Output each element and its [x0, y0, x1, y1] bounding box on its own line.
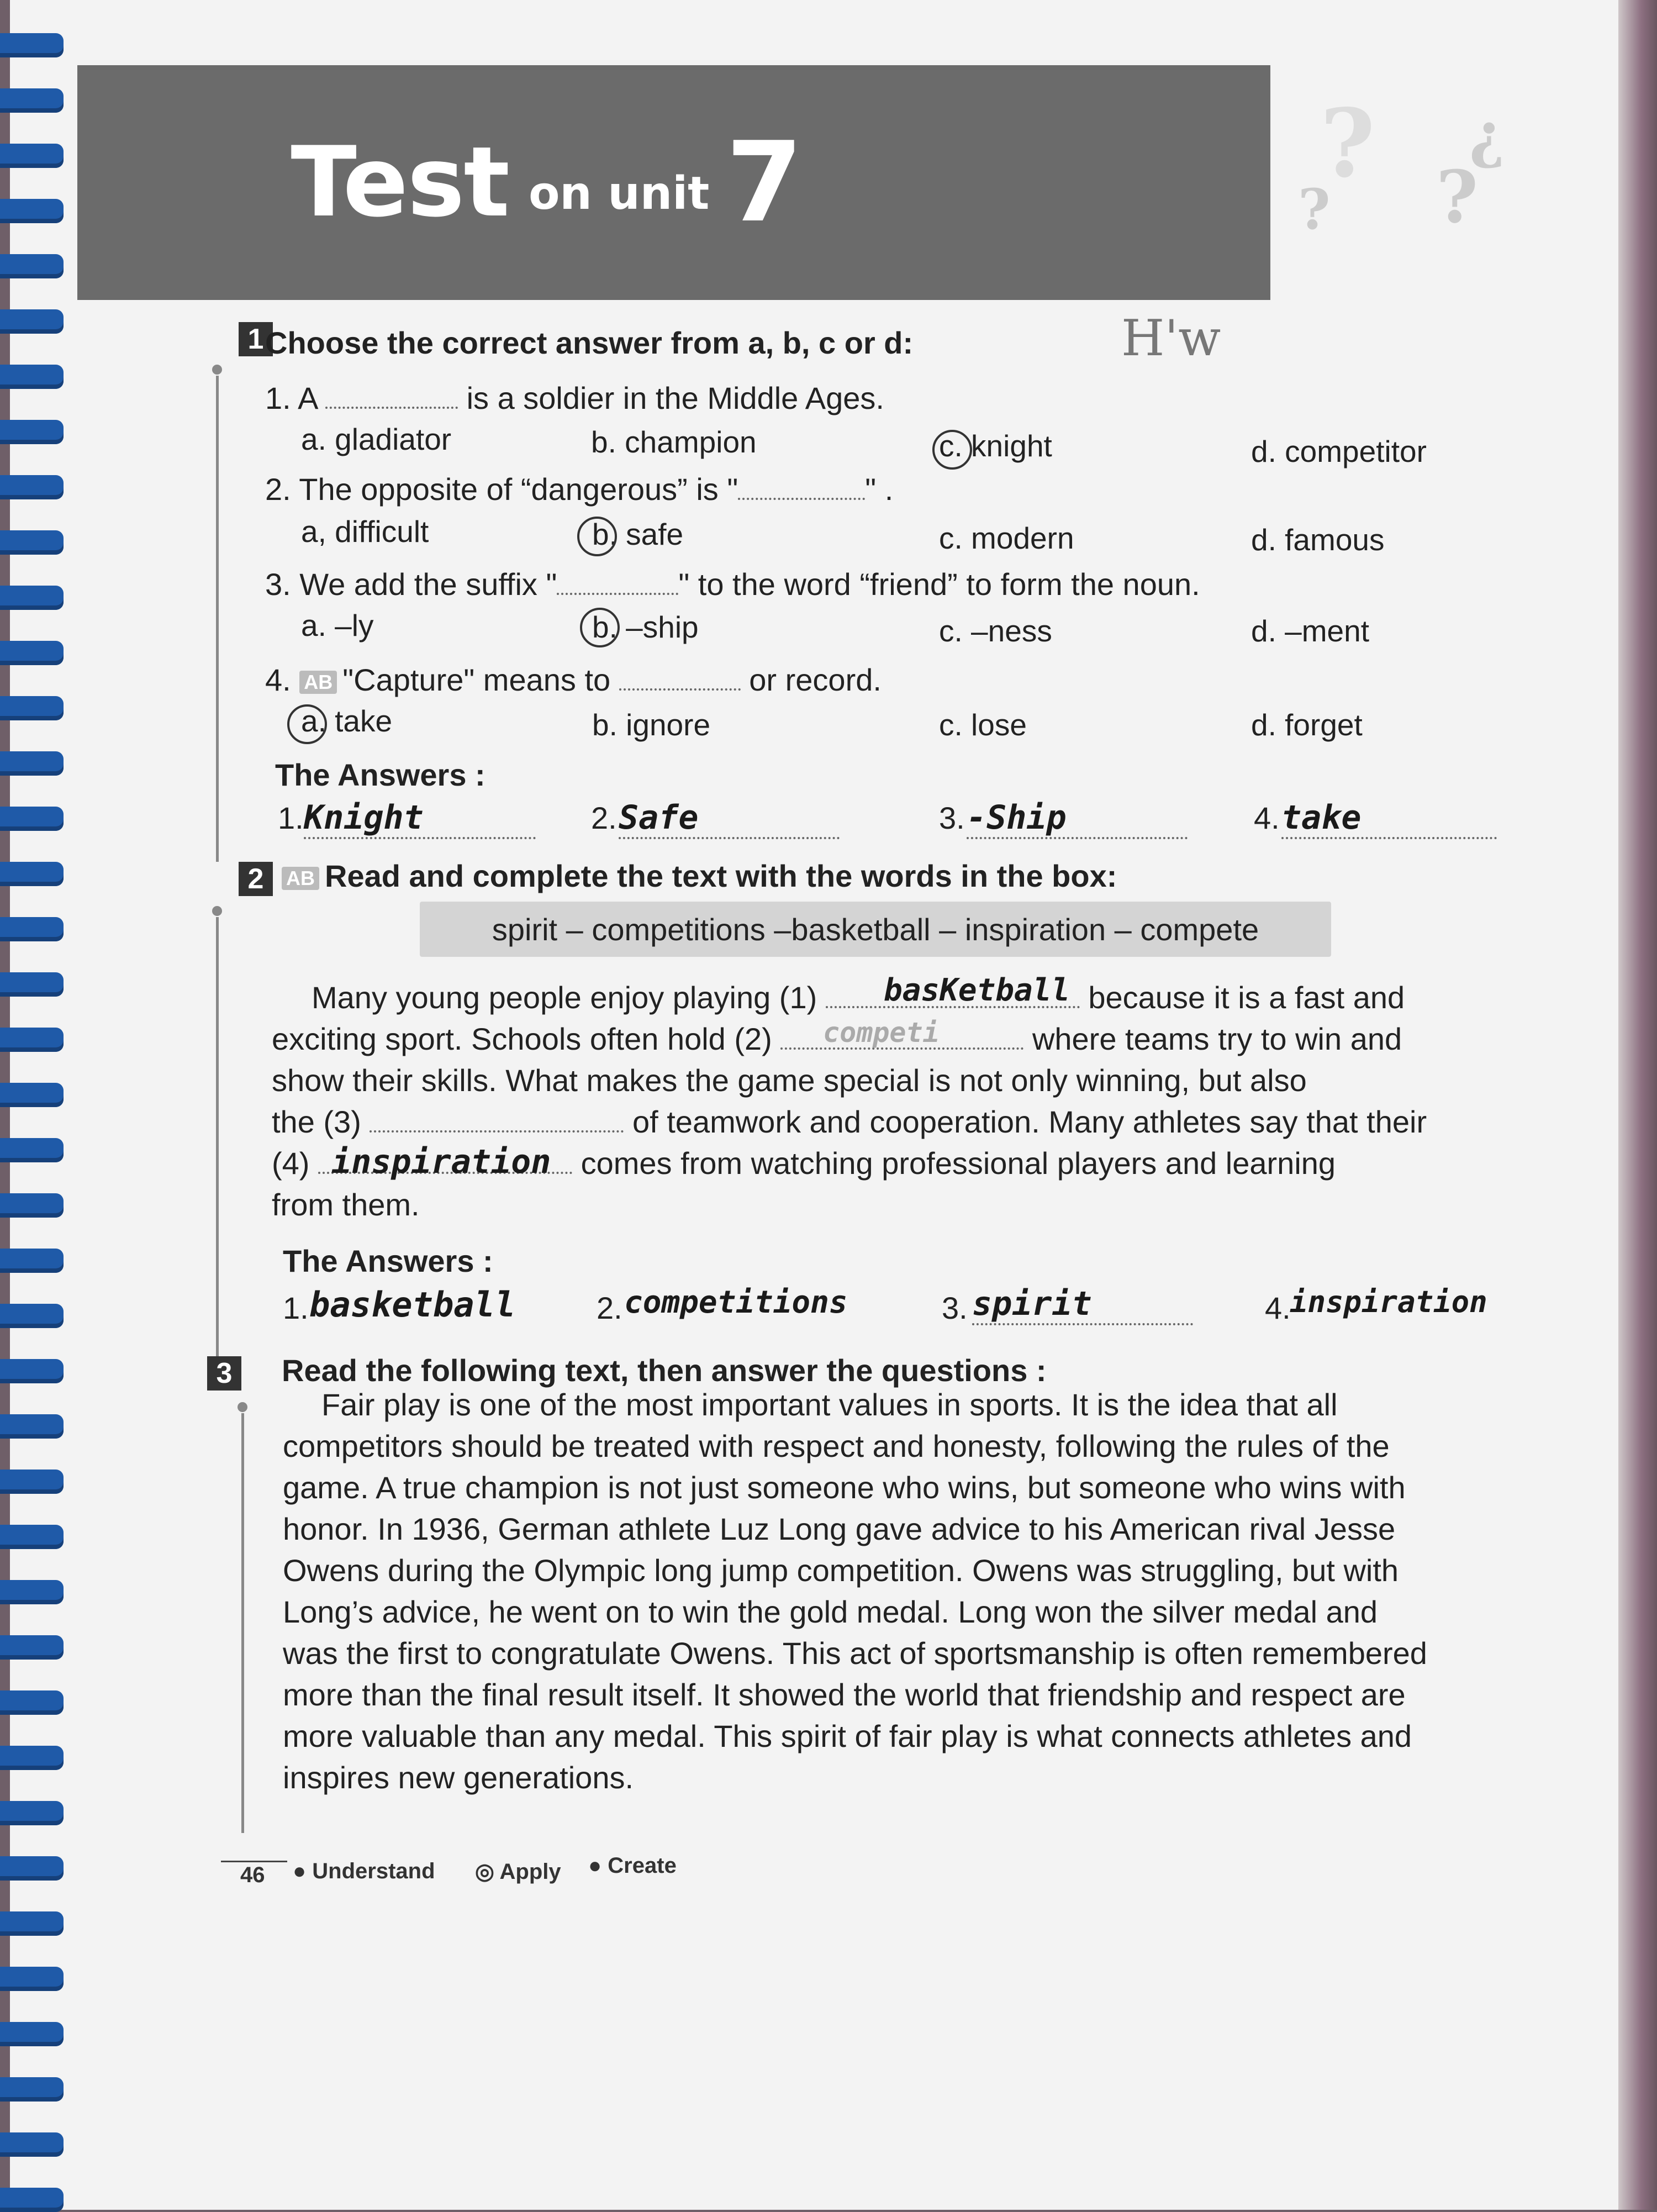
q3-option-a[interactable]: a. –ly	[301, 608, 374, 642]
question-3-stem	[265, 566, 1200, 602]
question-mark-icon: ?	[1298, 177, 1331, 242]
section-2-dot	[212, 906, 222, 916]
passage-line: more than the final result itself. It showed the world that friendship and respect are	[283, 1677, 1406, 1712]
q3-answer-circle	[580, 608, 620, 647]
background-fabric	[1618, 0, 1657, 2210]
section-2-answer-3[interactable]: spirit	[972, 1284, 1193, 1325]
section-1-answer-1-number: 1.	[278, 800, 304, 835]
binding-ring	[0, 530, 64, 555]
section-3-number: 3	[207, 1356, 241, 1391]
binding-ring	[0, 972, 64, 997]
binding-ring	[0, 2188, 64, 2212]
section-2-answer-2[interactable]: competitions	[624, 1284, 848, 1320]
q1-option-c[interactable]: c. knight	[939, 429, 1052, 463]
handwritten-note: H'w	[1121, 309, 1221, 367]
question-2-stem	[265, 471, 893, 507]
paragraph-text: of teamwork and cooperation. Many athletes say that their	[632, 1104, 1427, 1139]
binding-ring	[0, 1690, 64, 1715]
page-title	[0, 65, 1143, 300]
paragraph-line	[272, 977, 1427, 1018]
section-1-answer-2[interactable]: Safe	[619, 798, 840, 839]
binding-ring	[0, 696, 64, 720]
q1-option-b[interactable]: b. champion	[591, 425, 757, 459]
question-mark-icon: ?	[1436, 155, 1479, 239]
binding-ring	[0, 1967, 64, 1991]
title-unit-label: on unit	[529, 167, 710, 220]
legend-create	[588, 1853, 677, 1878]
q4-option-a[interactable]: a. take	[301, 704, 393, 738]
section-2-number: 2	[239, 862, 273, 896]
binding-ring	[0, 2022, 64, 2046]
question-3-blank	[557, 593, 678, 595]
question-4-end: or record.	[749, 662, 882, 697]
question-4-stem	[265, 662, 882, 698]
binding-ring	[0, 1911, 64, 1936]
paragraph-text: exciting sport. Schools often hold (2)	[272, 1021, 772, 1056]
question-1-end: is a soldier in the Middle Ages.	[466, 381, 884, 415]
binding-ring	[0, 862, 64, 886]
section-1-dot	[212, 365, 222, 375]
section-1-answer-3[interactable]: -Ship	[967, 798, 1188, 839]
ab-badge-icon: AB	[299, 671, 337, 694]
q2-answer-circle	[577, 517, 617, 556]
binding-ring	[0, 33, 64, 57]
q4-answer-circle	[287, 704, 327, 744]
passage-line: game. A true champion is not just someone who wins, but someone who wins with	[283, 1470, 1406, 1505]
word-box: spirit – competitions –basketball – inspiration – compete	[420, 902, 1331, 957]
passage-line: Long’s advice, he went on to win the gold medal. Long won the silver medal and	[283, 1594, 1378, 1629]
question-mark-icon: ?	[1320, 88, 1375, 199]
page-number: 46	[240, 1863, 265, 1887]
section-2-rule	[216, 917, 219, 1359]
bullet-icon: ●	[293, 1859, 307, 1883]
q2-option-a[interactable]: a, difficult	[301, 514, 429, 549]
binding-ring	[0, 1635, 64, 1660]
binding-ring	[0, 1138, 64, 1162]
binding-ring	[0, 917, 64, 941]
question-4-start: 4.	[265, 662, 291, 697]
binding-ring	[0, 420, 64, 444]
q4-option-b[interactable]: b. ignore	[592, 708, 711, 742]
binding-ring	[0, 2132, 64, 2157]
legend-apply	[475, 1859, 561, 1884]
section-1-rule	[216, 376, 219, 862]
section-2-answer-1[interactable]: basketball	[309, 1284, 516, 1325]
section-1-answer-4-number: 4.	[1254, 800, 1280, 835]
blank-3[interactable]	[370, 1130, 624, 1133]
question-3-end: " to the word “friend” to form the noun.	[678, 567, 1200, 602]
paragraph-text: Many young people enjoy playing (1)	[312, 980, 817, 1015]
section-1-answer-1[interactable]: Knight	[304, 798, 536, 839]
question-4-blank	[619, 688, 741, 691]
section-2-instruction: Read and complete the text with the words in the box:	[325, 859, 1117, 893]
q2-option-b[interactable]: b. safe	[592, 517, 684, 551]
binding-ring	[0, 1856, 64, 1881]
section-2-answers-label: The Answers :	[283, 1244, 493, 1278]
section-2-paragraph	[272, 977, 1427, 1225]
binding-ring	[0, 1801, 64, 1825]
binding-ring	[0, 1359, 64, 1383]
binding-ring	[0, 1249, 64, 1273]
question-mark-icon: ¿	[1469, 99, 1505, 171]
q3-option-b[interactable]: b. –ship	[592, 610, 699, 644]
section-3-rule	[241, 1413, 244, 1833]
legend-label: Apply	[499, 1860, 561, 1884]
q2-option-d[interactable]: d. famous	[1251, 523, 1385, 557]
paragraph-text: comes from watching professional players and learning	[581, 1146, 1336, 1181]
section-2-answer-3-number: 3.	[942, 1291, 968, 1325]
paragraph-text: (4)	[272, 1146, 310, 1181]
binding-ring	[0, 2077, 64, 2102]
passage-line: more valuable than any medal. This spirit of fair play is what connects athletes and	[283, 1719, 1412, 1753]
binding-ring	[0, 475, 64, 499]
passage-line: inspires new generations.	[283, 1760, 634, 1795]
q1-option-a[interactable]: a. gladiator	[301, 422, 452, 456]
binding-ring	[0, 1525, 64, 1549]
ab-badge-icon: AB	[282, 867, 319, 890]
binding-ring	[0, 365, 64, 389]
bullet-icon: ●	[588, 1853, 602, 1878]
section-1-answer-4[interactable]: take	[1281, 798, 1497, 839]
question-2-end: " .	[865, 472, 894, 507]
passage-line: honor. In 1936, German athlete Luz Long gave advice to his American rival Jesse	[283, 1511, 1396, 1546]
binding-ring	[0, 1470, 64, 1494]
section-2-answer-1-number: 1.	[283, 1291, 309, 1325]
question-4-middle: "Capture" means to	[342, 662, 611, 697]
question-2-start: 2. The opposite of “dangerous” is "	[265, 472, 738, 507]
binding-ring	[0, 1028, 64, 1052]
section-1-answers-label: The Answers :	[275, 757, 486, 792]
bullet-icon: ◎	[475, 1860, 494, 1884]
binding-ring	[0, 1193, 64, 1218]
q3-option-c[interactable]: c. –ness	[939, 614, 1052, 648]
passage-line: was the first to congratulate Owens. This act of sportsmanship is often remembered	[283, 1636, 1427, 1671]
q3-option-d[interactable]: d. –ment	[1251, 614, 1370, 648]
question-2-blank	[738, 498, 865, 500]
binding-ring	[0, 1414, 64, 1439]
binding-ring	[0, 641, 64, 665]
paragraph-line: show their skills. What makes the game special is not only winning, but also	[272, 1063, 1307, 1098]
question-1-stem	[265, 380, 884, 416]
inline-answer-2: competi	[823, 1017, 940, 1049]
section-2-answer-4[interactable]: inspiration	[1290, 1284, 1487, 1319]
binding-ring	[0, 586, 64, 610]
q2-option-c[interactable]: c. modern	[939, 521, 1074, 555]
paragraph-text: the (3)	[272, 1104, 361, 1139]
binding-ring	[0, 309, 64, 334]
q1-answer-circle	[932, 430, 972, 470]
section-2-answer-4-number: 4.	[1265, 1291, 1291, 1325]
section-1-instruction: Choose the correct answer from a, b, c or d:	[265, 325, 914, 360]
section-1-number: 1	[239, 322, 273, 356]
legend-label: Create	[608, 1853, 677, 1878]
section-3-instruction: Read the following text, then answer the questions :	[282, 1353, 1047, 1388]
q1-option-d[interactable]: d. competitor	[1251, 434, 1427, 468]
binding-ring	[0, 751, 64, 776]
q4-option-c[interactable]: c. lose	[939, 708, 1027, 742]
question-3-start: 3. We add the suffix "	[265, 567, 557, 602]
passage-line: Fair play is one of the most important values in sports. It is the idea that all	[321, 1387, 1338, 1422]
inline-answer-1: basKetball	[884, 972, 1070, 1008]
binding-ring	[0, 1083, 64, 1107]
spiral-binding	[0, 0, 66, 2210]
passage-line: Owens during the Olympic long jump competition. Owens was struggling, but with	[283, 1553, 1399, 1588]
binding-ring	[0, 807, 64, 831]
title-banner	[77, 65, 1270, 300]
title-unit-number: 7	[726, 118, 803, 247]
paragraph-line	[272, 1101, 1427, 1142]
section-3-dot	[238, 1402, 247, 1412]
binding-ring	[0, 1304, 64, 1328]
legend-label: Understand	[312, 1859, 435, 1883]
paragraph-text: where teams try to win and	[1032, 1021, 1402, 1056]
question-1-start: 1. A	[265, 381, 317, 415]
title-test: Test	[291, 127, 509, 239]
footer-rule	[221, 1861, 287, 1862]
binding-ring	[0, 1580, 64, 1604]
passage-line: competitors should be treated with respect and honesty, following the rules of the	[283, 1429, 1390, 1463]
paragraph-text: because it is a fast and	[1088, 980, 1405, 1015]
section-1-answer-3-number: 3.	[939, 800, 965, 835]
paragraph-line: from them.	[272, 1187, 420, 1222]
section-1-answer-2-number: 2.	[591, 800, 617, 835]
legend-understand	[293, 1859, 435, 1884]
binding-ring	[0, 1746, 64, 1770]
section-2-answer-2-number: 2.	[597, 1291, 622, 1325]
section-2-instruction-row	[282, 858, 1117, 894]
inline-answer-4: inspiration	[331, 1142, 551, 1181]
question-1-blank	[325, 407, 458, 409]
reading-passage	[283, 1384, 1427, 1798]
q4-option-d[interactable]: d. forget	[1251, 708, 1363, 742]
